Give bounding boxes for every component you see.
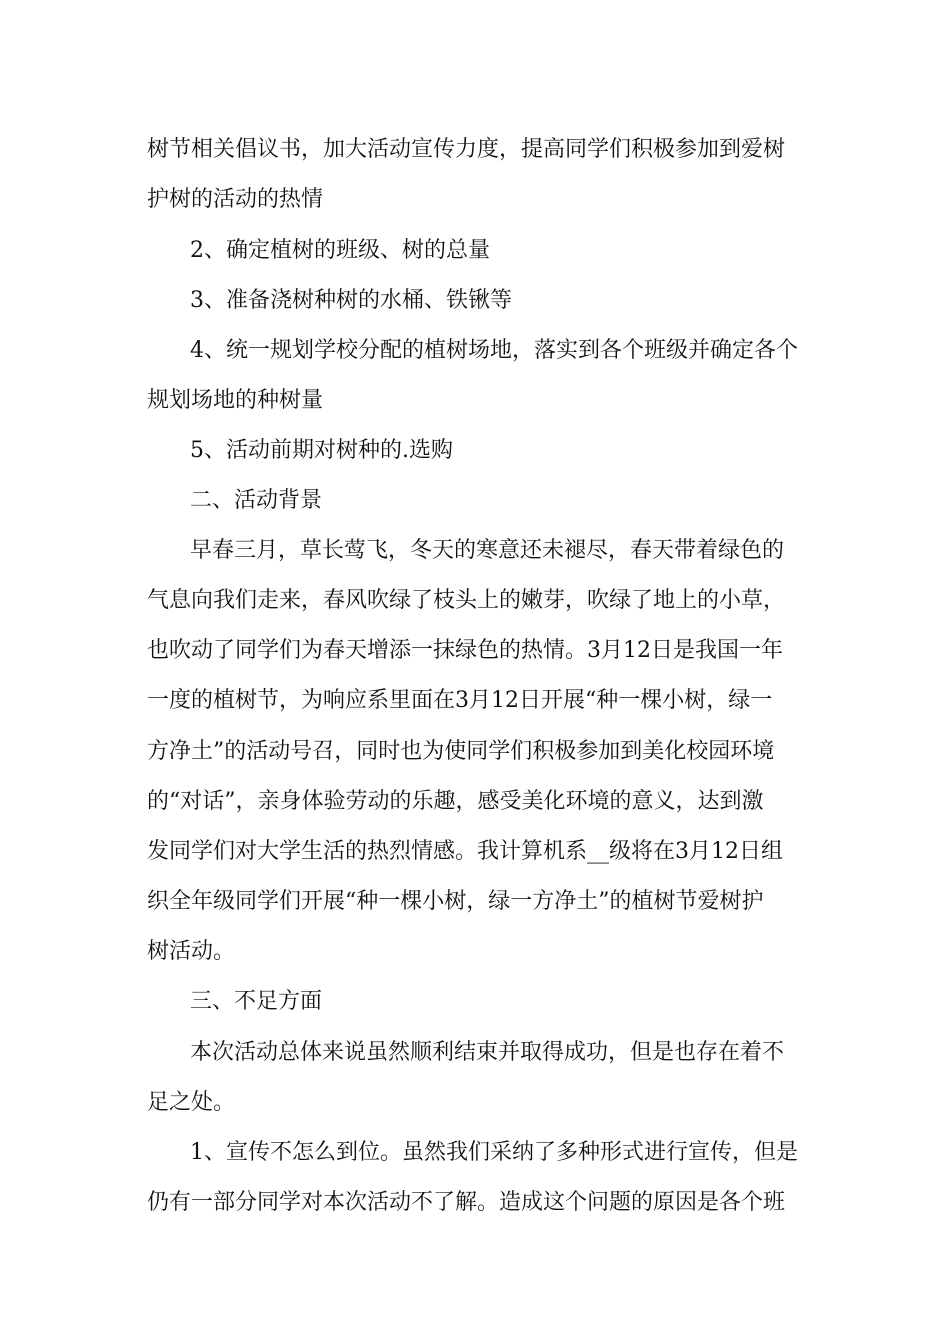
text-line: 方净土”的活动号召，同时也为使同学们积极参加到美化校园环境 [147, 739, 775, 764]
list-item: 5、活动前期对树种的.选购 [190, 438, 453, 463]
text-line: 也吹动了同学们为春天增添一抹绿色的热情。3月12日是我国一年 [147, 638, 783, 663]
text-line: 早春三月，草长莺飞，冬天的寒意还未褪尽，春天带着绿色的 [190, 538, 785, 563]
list-item: 1、宣传不怎么到位。虽然我们采纳了多种形式进行宣传，但是 [190, 1140, 798, 1165]
text-line: 气息向我们走来，春风吹绿了枝头上的嫩芽，吹绿了地上的小草， [147, 588, 786, 613]
text-line: 护树的活动的热情 [147, 187, 324, 212]
text-line: 规划场地的种树量 [147, 388, 324, 413]
text-line: 本次活动总体来说虽然顺利结束并取得成功，但是也存在着不 [190, 1040, 785, 1065]
section-heading: 三、不足方面 [190, 989, 323, 1014]
text-line: 仍有一部分同学对本次活动不了解。造成这个问题的原因是各个班 [147, 1190, 786, 1215]
text-line: 树活动。 [147, 939, 236, 964]
list-item: 2、确定植树的班级、树的总量 [190, 238, 490, 263]
list-item: 3、准备浇树种树的水桶、铁锹等 [190, 288, 512, 313]
text-line: 足之处。 [147, 1090, 236, 1115]
text-line: 发同学们对大学生活的热烈情感。我计算机系__级将在3月12日组 [147, 839, 783, 864]
text-line: 的“对话”，亲身体验劳动的乐趣，感受美化环境的意义，达到激 [147, 789, 764, 814]
text-line: 一度的植树节，为响应系里面在3月12日开展“种一棵小树，绿一 [147, 688, 773, 713]
text-line: 树节相关倡议书，加大活动宣传力度，提高同学们积极参加到爱树 [147, 137, 786, 162]
section-heading: 二、活动背景 [190, 488, 323, 513]
list-item: 4、统一规划学校分配的植树场地，落实到各个班级并确定各个 [190, 338, 798, 363]
text-line: 织全年级同学们开展“种一棵小树，绿一方净土”的植树节爱树护 [147, 889, 764, 914]
